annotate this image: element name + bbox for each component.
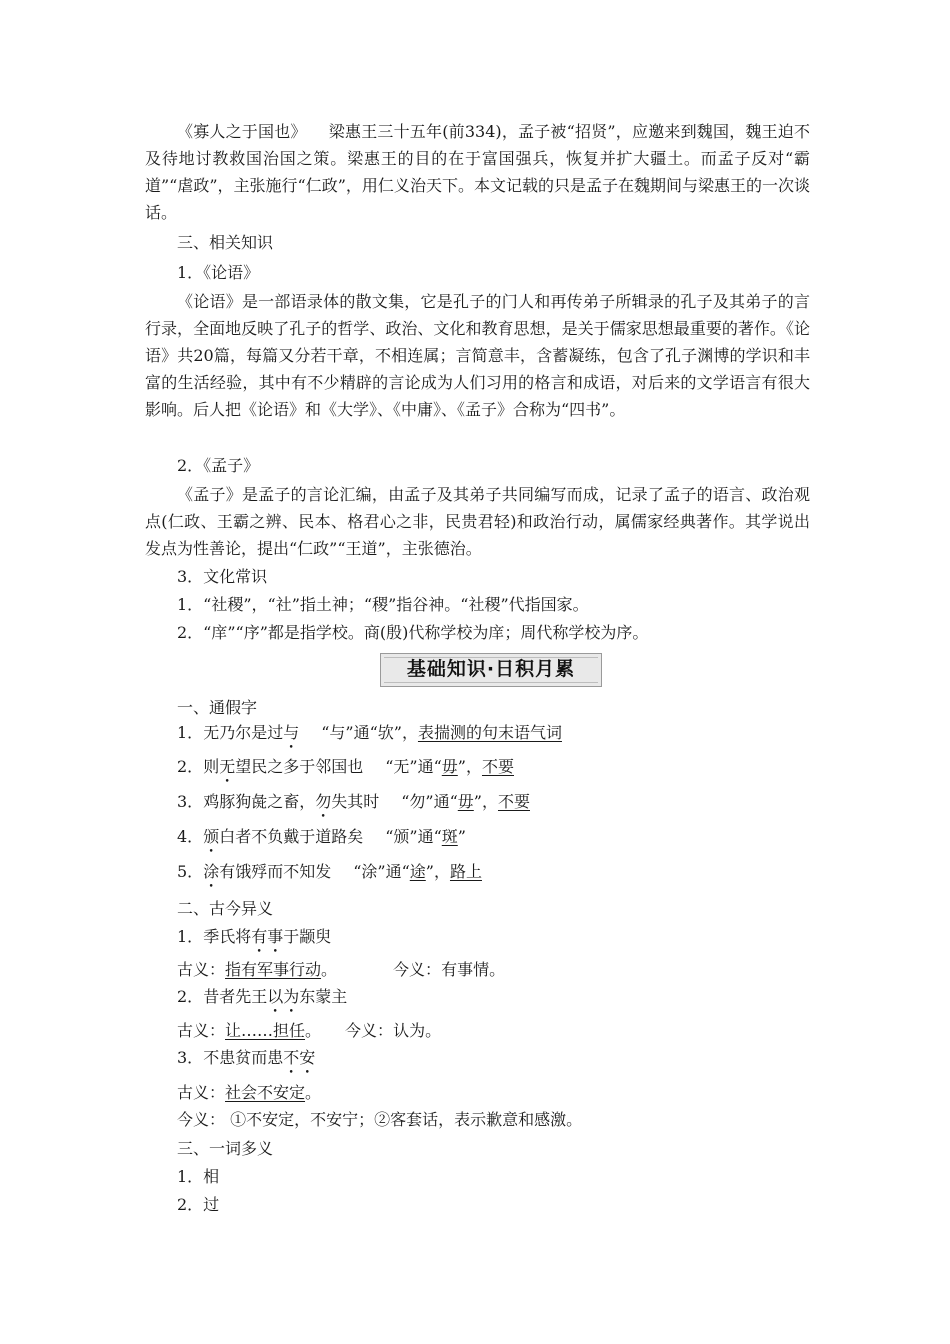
emphasis-char: 无 — [219, 757, 236, 776]
gujin-item-3: 3．不患贫而患不安 — [177, 1048, 316, 1067]
yici-item-2: 2．过 — [177, 1195, 220, 1214]
emphasis-char: 颁 — [203, 827, 220, 846]
gujin-item-1: 1．季氏将有事于颛臾 — [177, 927, 332, 946]
gujin-item-1-meanings: 古义：指有军事行动。 今义：有事情。 — [177, 960, 506, 979]
gujin-heading: 二、古今异义 — [177, 899, 274, 918]
intro-title: 《寡人之于国也》 — [177, 122, 307, 141]
intro-paragraph — [145, 118, 810, 226]
yici-item-1: 1．相 — [177, 1167, 220, 1186]
tongjia-item-4: 4．颁白者不负戴于道路矣 “颁”通“斑” — [177, 827, 466, 846]
ancient-meaning: 社会不安定 — [225, 1083, 306, 1102]
gloss-meaning: 不要 — [481, 757, 514, 776]
gloss-meaning: 表揣测的句末语气词 — [417, 723, 562, 742]
tongjia-heading: 一、通假字 — [177, 698, 258, 717]
tongjia-item-3: 3．鸡豚狗彘之畜，勿失其时 “勿”通“毋”，不要 — [177, 792, 530, 811]
lunyu-heading: 1．《论语》 — [177, 263, 260, 282]
tongjia-item-2: 2．则无望民之多于邻国也 “无”通“毋”，不要 — [177, 757, 514, 776]
culture-item-1: 1．“社稷”，“社”指土神；“稷”指谷神。“社稷”代指国家。 — [177, 595, 589, 614]
mengzi-paragraph: 《孟子》是孟子的言论汇编，由孟子及其弟子共同编写而成，记录了孟子的语言、政治观点(仁政、王霸之辨、民本、格君心之非，民贵君轻)和政治行动，属儒家经典著作。其学说出发点为性善论，提出“仁政”“王道”，主张德治。 — [145, 485, 810, 558]
section-banner — [380, 653, 602, 689]
culture-item-2: 2．“庠”“序”都是指学校。商(殷)代称学校为庠；周代称学校为序。 — [177, 623, 649, 642]
tongjia-item-1: 1．无乃尔是过与 “与”通“欤”，表揣测的句末语气词 — [177, 723, 562, 742]
tongjia-item-5: 5．涂有饿殍而不知发 “涂”通“途”，路上 — [177, 862, 482, 881]
emphasis-char: 勿 — [315, 792, 332, 811]
yici-heading: 三、一词多义 — [177, 1139, 274, 1158]
gloss-meaning: 路上 — [449, 862, 482, 881]
culture-heading: 3．文化常识 — [177, 567, 268, 586]
gujin-item-3-modern: 今义： ①不安定，不安宁；②客套话，表示歉意和感激。 — [177, 1110, 583, 1129]
gujin-item-3-ancient: 古义：社会不安定。 — [177, 1083, 322, 1102]
ancient-meaning: 让……担任 — [225, 1021, 306, 1040]
lunyu-paragraph: 《论语》是一部语录体的散文集，它是孔子的门人和再传弟子所辑录的孔子及其弟子的言行录，全面地反映了孔子的哲学、政治、文化和教育思想，是关于儒家思想最重要的著作。《论语》共20篇，每篇又分若干章，不相连属；言简意丰，含蓄凝练，包含了孔子渊博的学识和丰富的生活经验，其中有不少精辟的言论成为人们习用的格言和成语，对后来的文学语言有很大影响。后人把《论语》和《大学》、《中庸》、《孟子》合称为“四书”。 — [145, 292, 810, 419]
mengzi-heading: 2．《孟子》 — [177, 456, 260, 475]
emphasis-char: 与 — [283, 723, 300, 742]
intro-text: 梁惠王三十五年(前334)，孟子被“招贤”，应邀来到魏国，魏王迫不及待地讨教救国治国之策。梁惠王的目的在于富国强兵，恢复并扩大疆土。而孟子反对“霸道”“虐政”，主张施行“仁政”，用仁义治天下。本文记载的只是孟子在魏期间与梁惠王的一次谈话。 — [145, 122, 810, 222]
gujin-item-2: 2．昔者先王以为东蒙主 — [177, 987, 348, 1006]
ancient-meaning: 指有军事行动 — [225, 960, 322, 979]
gloss-meaning: 不要 — [497, 792, 530, 811]
emphasis-char: 涂 — [203, 862, 220, 881]
banner-title: 基础知识·日积月累 — [406, 658, 576, 680]
knowledge-heading: 三、相关知识 — [177, 233, 274, 252]
gujin-item-2-meanings: 古义：让……担任。 今义：认为。 — [177, 1021, 442, 1040]
